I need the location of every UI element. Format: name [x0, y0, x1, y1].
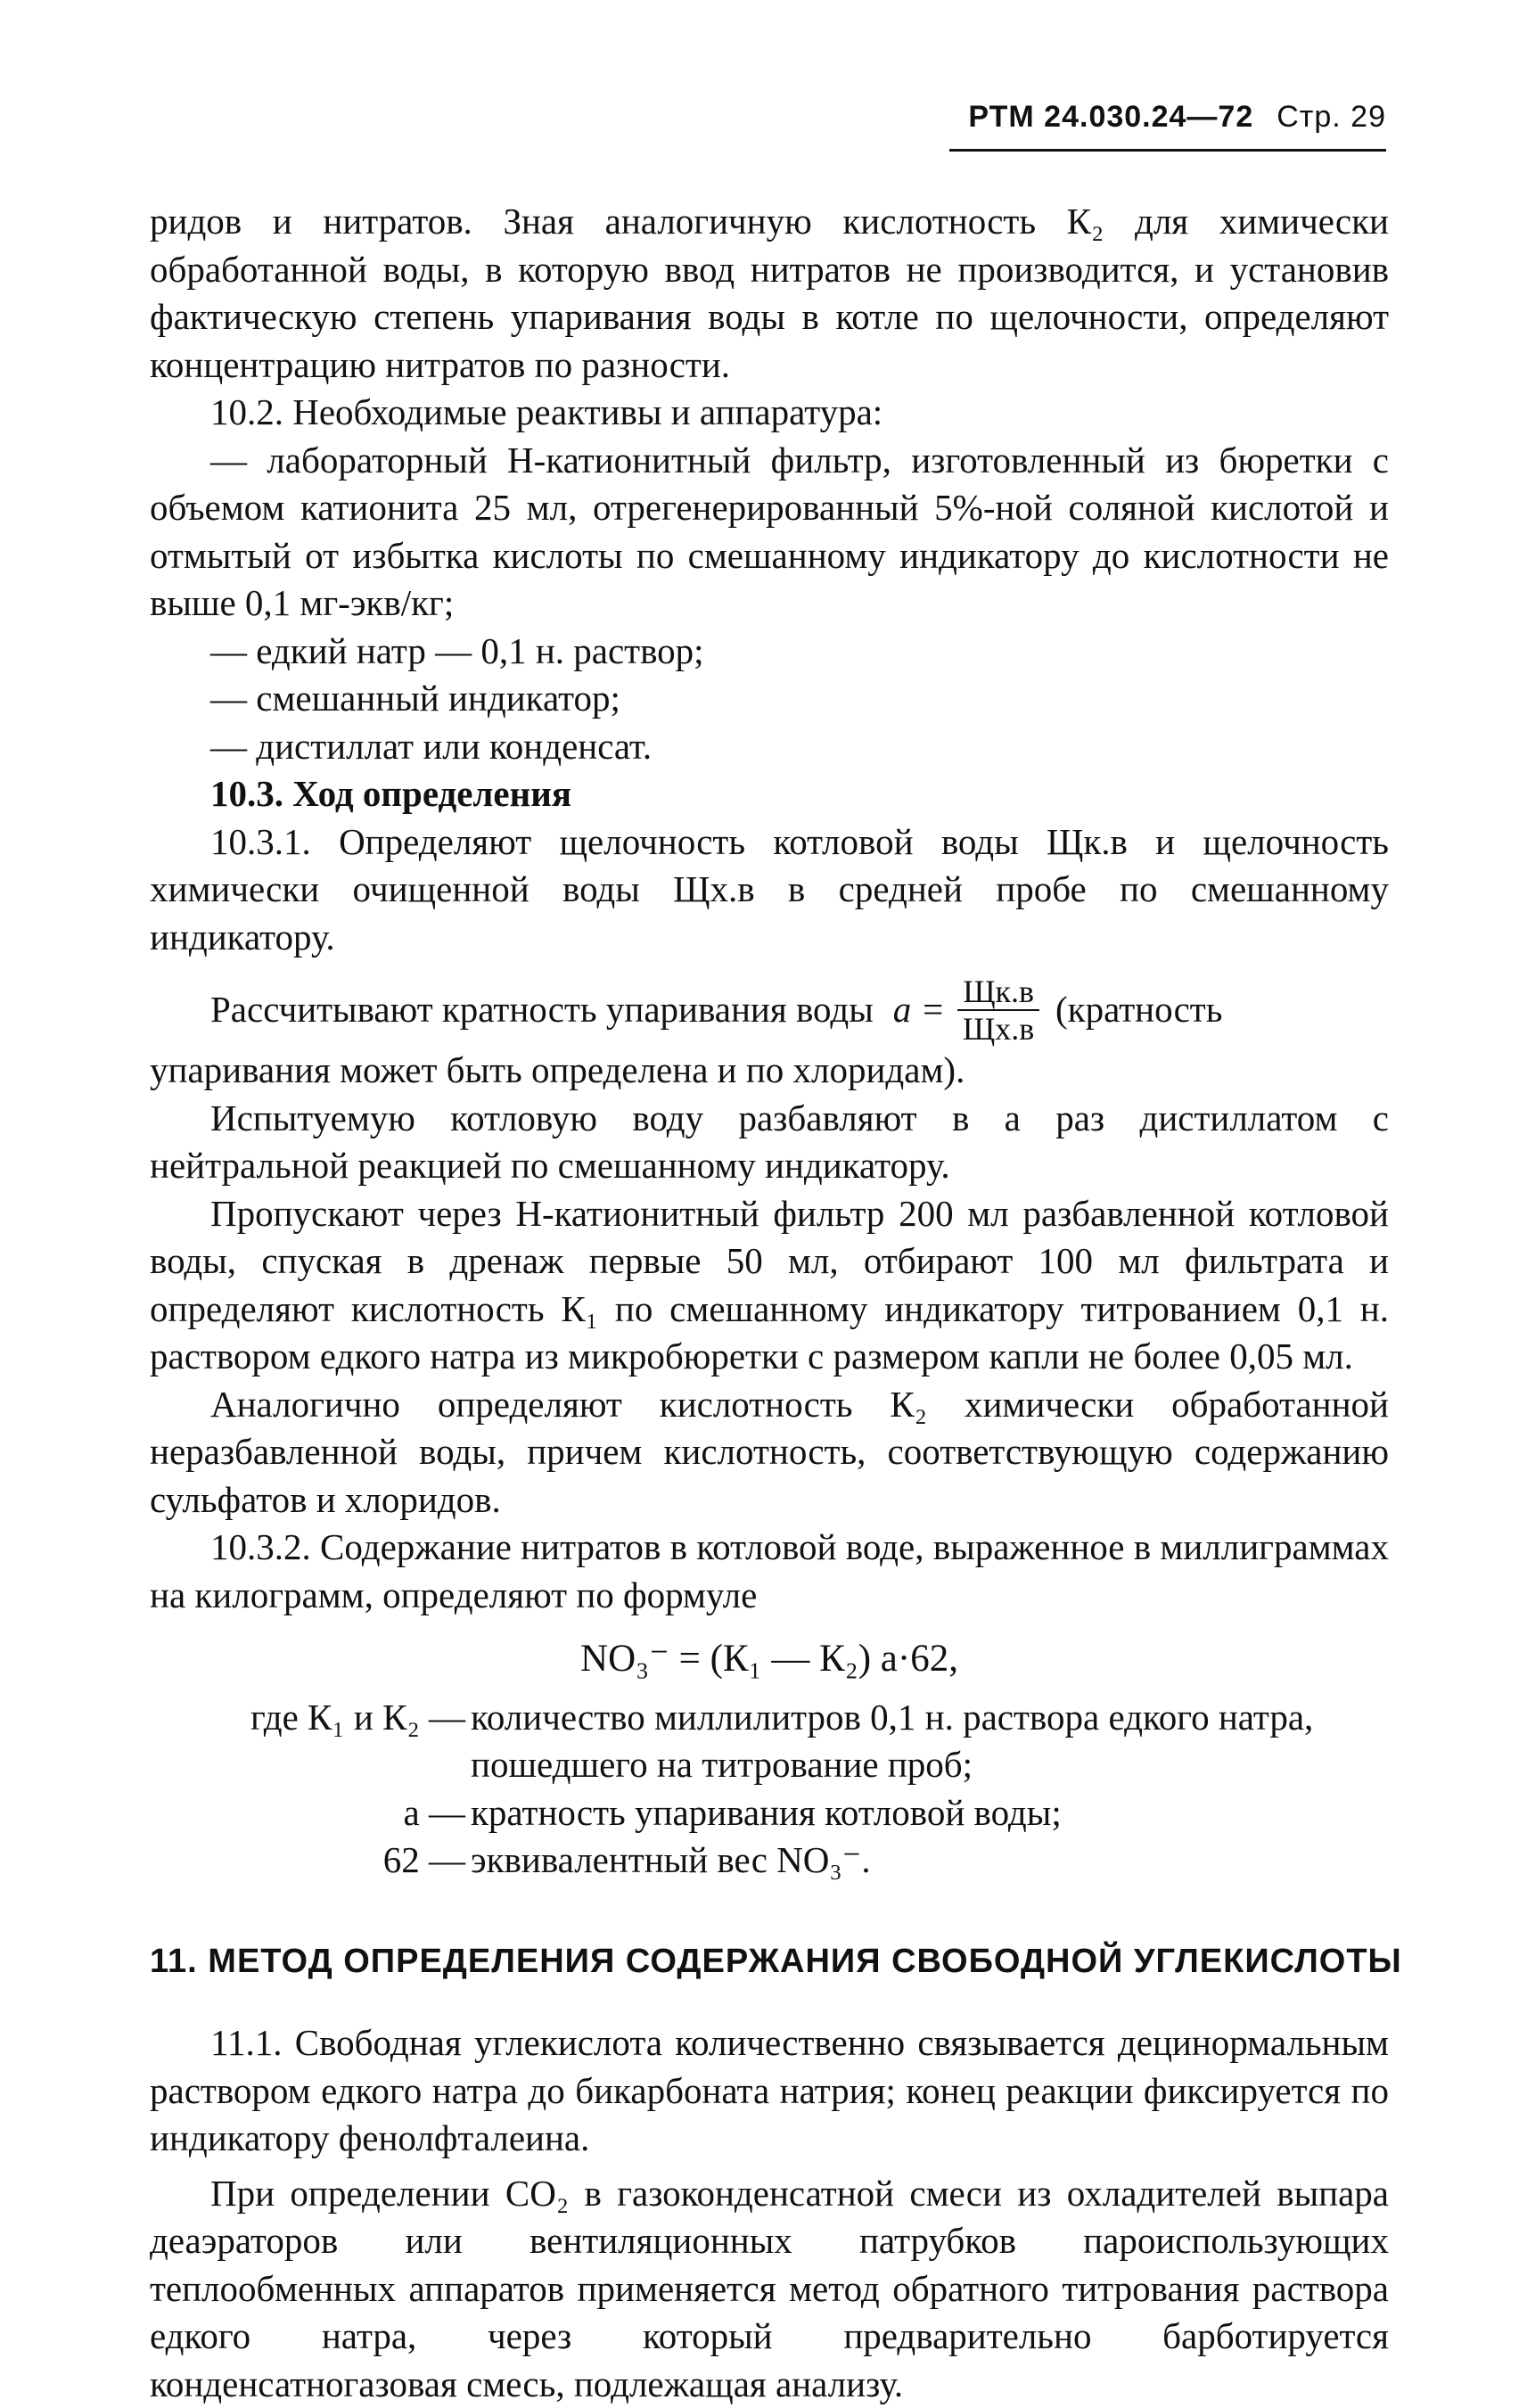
ratio-fraction [957, 974, 1039, 1047]
paragraph-co2: При определении CO₂ в газоконденсатной смеси из охладителей выпара деаэраторов или вентиляционных патрубков пароиспользующих теплообменных аппаратов применяется метод обратного титрования раствора едкого натра, через который предварительно барботируется конденсатногазовая смесь, подлежащая анализу. [150, 2170, 1389, 2408]
page-number: Стр. 29 [1277, 100, 1386, 134]
clause-10-3-1: 10.3.1. Определяют щелочность котловой воды Щк.в и щелочность химически очищенной воды Щх.в в средней пробе по смешанному индикатору. [150, 818, 1389, 962]
ratio-continuation: упаривания может быть определена и по хлоридам). [150, 1047, 1389, 1095]
list-item: — едкий натр — 0,1 н. раствор; [150, 628, 1389, 676]
ratio-text-after: (кратность [1055, 986, 1222, 1034]
evaporation-ratio-line [150, 974, 1389, 1047]
legend-description: эквивалентный вес NO₃⁻. [471, 1837, 1389, 1885]
clause-10-2: 10.2. Необходимые реактивы и аппаратура: [150, 389, 1389, 437]
list-item: — лабораторный Н-катионитный фильтр, изготовленный из бюретки с объемом катионита 25 мл, отрегенерированный 5%-ной соляной кислотой и отмытый от избытка кислоты по смешанному индикатору до кислотности не выше 0,1 мг-экв/кг; [150, 437, 1389, 628]
paragraph-similar: Аналогично определяют кислотность К₂ химически обработанной неразбавленной воды, причем кислотность, соответствующую содержанию сульфатов и хлоридов. [150, 1381, 1389, 1525]
paragraph-dilute: Испытуемую котловую воду разбавляют в a раз дистиллатом с нейтральной реакцией по смешанному индикатору. [150, 1095, 1389, 1190]
legend-description: количество миллилитров 0,1 н. раствора едкого натра, пошедшего на титрование проб; [471, 1694, 1389, 1789]
page-body [150, 198, 1389, 2408]
ratio-numerator: Щк.в [957, 974, 1039, 1011]
legend-description: кратность упаривания котловой воды; [471, 1789, 1389, 1837]
legend-symbol: 62 — [150, 1837, 471, 1885]
paragraph-pass-filter: Пропускают через Н-катионитный фильтр 200 мл разбавленной котловой воды, спуская в дренаж первые 50 мл, отбирают 100 мл фильтрата и определяют кислотность К₁ по смешанному индикатору титрованием 0,1 н. раствором едкого натра из микробюретки с размером капли не более 0,05 мл. [150, 1190, 1389, 1381]
paragraph-intro: ридов и нитратов. Зная аналогичную кислотность К₂ для химически обработанной воды, в которую ввод нитратов не производится, и установив фактическую степень упаривания воды в котле по щелочности, определяют концентрацию нитратов по разности. [150, 198, 1389, 389]
clause-10-3-heading: 10.3. Ход определения [150, 770, 1389, 818]
ratio-lhs: a = [893, 986, 945, 1034]
page-header [949, 100, 1386, 152]
nitrate-formula: NO₃⁻ = (К₁ — К₂) a·62, [150, 1635, 1389, 1683]
legend-symbol: a — [150, 1789, 471, 1837]
legend-symbol: где К₁ и К₂ — [150, 1694, 471, 1789]
ratio-text-before: Рассчитывают кратность упаривания воды [210, 986, 874, 1034]
list-item: — дистиллат или конденсат. [150, 723, 1389, 771]
formula-legend [150, 1694, 1389, 1885]
section-11-title: 11. МЕТОД ОПРЕДЕЛЕНИЯ СОДЕРЖАНИЯ СВОБОДНОЙ УГЛЕКИСЛОТЫ [150, 1938, 1389, 1986]
clause-10-3-2: 10.3.2. Содержание нитратов в котловой воде, выраженное в миллиграммах на килограмм, определяют по формуле [150, 1524, 1389, 1619]
doc-code: РТМ 24.030.24—72 [968, 100, 1253, 134]
ratio-denominator: Щх.в [963, 1011, 1034, 1047]
list-item: — смешанный индикатор; [150, 675, 1389, 723]
clause-11-1: 11.1. Свободная углекислота количественно связывается децинормальным раствором едкого натра до бикарбоната натрия; конец реакции фиксируется по индикатору фенолфталеина. [150, 2019, 1389, 2163]
